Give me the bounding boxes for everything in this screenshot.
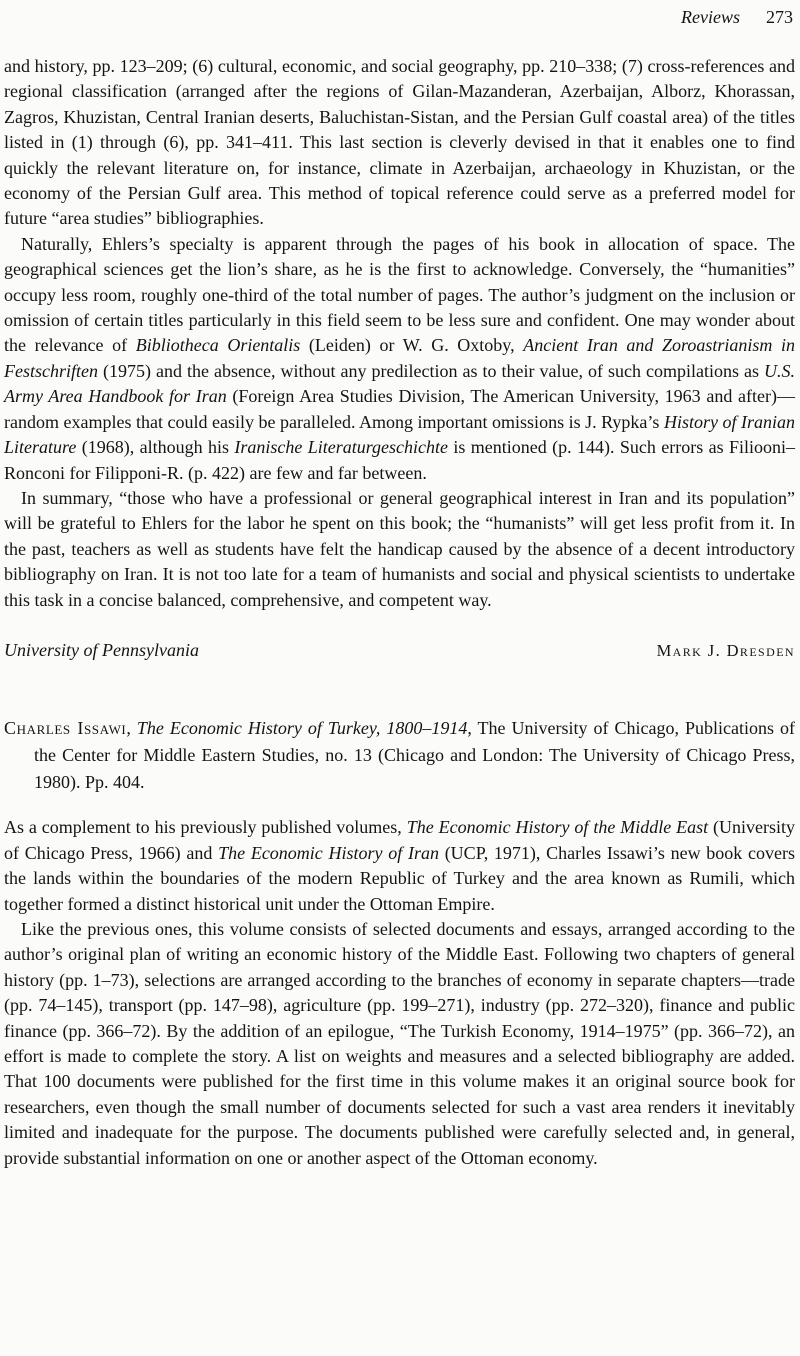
paragraph: In summary, “those who have a professional or general geographical interest in Iran and its population” will be grateful to Ehlers for the labor he spent on this book; the “humanists” will get less profit from it. In the past, teachers as well as students have felt the handicap caused by the absence of a decent introductory bibliography on Iran. It is not too late for a team of humanists and social and physical scientists to undertake this task in a concise balanced, comprehensive, and competent way. xyxy=(4,487,795,610)
page-number: 273 xyxy=(766,7,793,27)
review-signoff xyxy=(4,638,795,663)
paragraph: As a complement to his previously published volumes, The Economic History of the Middle East (University of Chicago Press, 1966) and The Economic History of Iran (UCP, 1971), Charles Issawi’s new book covers the lands within the boundaries of the modern Republic of Turkey and the area known as Rumili, which together formed a distinct historical unit under the Ottoman Empire. xyxy=(4,817,795,914)
running-head-title: Reviews xyxy=(681,7,740,27)
review-ehlers-continuation xyxy=(4,54,795,663)
paragraph-continuation: and history, pp. 123–209; (6) cultural, economic, and social geography, pp. 210–338; (7) cross-references and regional classification (arranged after the regions of Gilan-Mazanderan, Azerbaijan, Alborz, Khorassan, Zagros, Khuzistan, Central Iranian deserts, Baluchistan-Sistan, and the Persian Gulf coastal area) of the titles listed in (1) through (6), pp. 341–411. This last section is cleverly devised in that it enables one to find quickly the relevant literature on, for instance, climate in Azerbaijan, archaeology in Khuzistan, or the economy of the Persian Gulf area. This method of topical reference could serve as a preferred model for future “area studies” bibliographies. xyxy=(4,56,795,229)
paragraph: Like the previous ones, this volume consists of selected documents and essays, arranged according to the author’s original plan of writing an economic history of the Middle East. Following two chapters of general history (pp. 1–73), selections are arranged according to the branches of economy in separate chapters—trade (pp. 74–145), transport (pp. 147–98), agriculture (pp. 199–271), industry (pp. 272–320), finance and public finance (pp. 366–72). By the addition of an epilogue, “The Turkish Economy, 1914–1975” (pp. 366–72), an effort is made to complete the story. A list on weights and measures and a selected bibliography are added. That 100 documents were published for the first time in this volume makes it an original source book for researchers, even though the small number of documents selected for such a vast area renders it inevitably limited and inadequate for the purpose. The documents published were carefully selected and, in general, provide substantial information on one or another aspect of the Ottoman economy. xyxy=(4,918,795,1168)
reviewer-affiliation: University of Pennsylvania xyxy=(4,639,199,660)
reviewer-name: Mark J. Dresden xyxy=(656,640,795,660)
paragraph: Naturally, Ehlers’s specialty is apparent through the pages of his book in allocation of space. The geographical sciences get the lion’s share, as he is the first to acknowledge. Conversely, the “humanities” occupy less room, roughly one-third of the total number of pages. The author’s judgment on the inclusion or omission of certain titles particularly in this field seem to be less sure and confident. One may wonder about the relevance of Bibliotheca Orientalis (Leiden) or W. G. Oxtoby, Ancient Iran and Zoroastrianism in Festschriften (1975) and the absence, without any predilection as to their value, of such compilations as U.S. Army Area Handbook for Iran (Foreign Area Studies Division, The American University, 1963 and after)—random examples that could easily be paralleled. Among important omissions is J. Rypka’s History of Iranian Literature (1968), although his Iranische Literaturgeschichte is mentioned (p. 144). Such errors as Filiooni–Ronconi for Filipponi-R. (p. 422) are few and far between. xyxy=(4,233,795,483)
running-head xyxy=(4,6,795,29)
review-heading-citation: Charles Issawi, The Economic History of Turkey, 1800–1914, The University of Chicago, Publications of the Center for Middle Eastern Studies, no. 13 (Chicago and London: The University of Chicago Press, 1980). Pp. 404. xyxy=(4,718,796,793)
review-issawi xyxy=(4,715,795,1171)
